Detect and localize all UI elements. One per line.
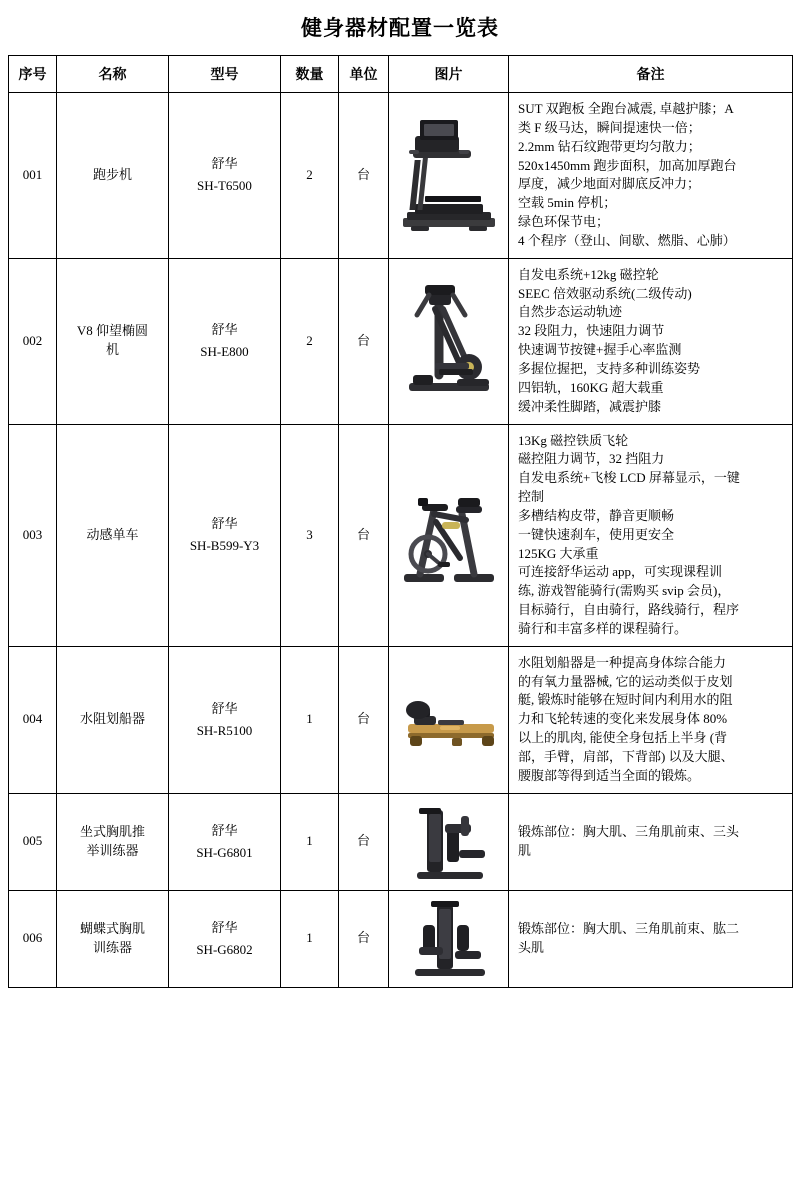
note-line: 缓冲柔性脚踏，减震护膝 (518, 398, 662, 414)
note-line: 32 段阻力，快速阻力调节 (518, 323, 665, 339)
cell-note (509, 93, 793, 259)
note-line: 腰腹部等得到适当全面的锻炼。 (518, 767, 701, 783)
model-code: SH-G6802 (196, 941, 253, 957)
cell-model (169, 424, 281, 646)
note-line: 2.2mm 钻石纹跑带更均匀散力； (518, 138, 701, 154)
table-header-row (9, 56, 793, 93)
column-header-image: 图片 (389, 56, 509, 93)
note-line: 锻炼部位：胸大肌、三角肌前束、肱二 (518, 920, 740, 936)
cell-unit: 台 (339, 93, 389, 259)
cell-note (509, 258, 793, 424)
note-line: 厚度，减少地面对脚底反冲力； (518, 176, 701, 192)
note-line: 力和飞轮转速的变化来发展身体 80% (518, 711, 728, 727)
cell-unit: 台 (339, 424, 389, 646)
model-brand: 舒华 (211, 516, 238, 532)
model-code: SH-T6500 (197, 178, 252, 194)
column-header-no: 序号 (9, 56, 57, 93)
water-rower-photo (391, 680, 506, 760)
column-header-qty: 数量 (281, 56, 339, 93)
table-row (9, 93, 793, 259)
cell-unit: 台 (339, 258, 389, 424)
name-line: 坐式胸肌推 (79, 823, 145, 839)
note-line: 多握位握把，支持多种训练姿势 (518, 360, 701, 376)
model-code: SH-E800 (200, 344, 249, 360)
note-line: 骑行和丰富多样的课程骑行。 (518, 620, 688, 636)
cell-image (389, 424, 509, 646)
cell-name (57, 890, 169, 987)
note-line: 520x1450mm 跑步面积，加高加厚跑台 (518, 157, 737, 173)
cell-image (389, 93, 509, 259)
cell-qty: 1 (281, 793, 339, 890)
cell-qty: 1 (281, 646, 339, 793)
table-row (9, 793, 793, 890)
cell-name (57, 646, 169, 793)
model-code: SH-R5100 (196, 722, 253, 738)
cell-image (389, 646, 509, 793)
note-line: 快速调节按键+握手心率监测 (518, 342, 682, 358)
name-line: 动感单车 (86, 526, 139, 542)
cell-image (389, 793, 509, 890)
cell-model (169, 93, 281, 259)
note-line: 磁控阻力调节，32 挡阻力 (518, 451, 665, 467)
name-line: 跑步机 (92, 166, 132, 182)
note-line: 水阻划船器是一种提高身体综合能力 (518, 654, 727, 670)
note-line: 肌 (518, 842, 532, 858)
note-line: 多槽结构皮带，静音更顺畅 (518, 507, 675, 523)
note-line: 自发电系统+飞梭 LCD 屏幕显示，一键 (518, 470, 740, 486)
note-line: SEEC 倍效驱动系统(二级传动) (518, 285, 692, 301)
note-line: 一键快速刹车，使用更安全 (518, 526, 675, 542)
cell-no: 006 (9, 890, 57, 987)
cell-qty: 1 (281, 890, 339, 987)
table-row (9, 424, 793, 646)
model-brand: 舒华 (211, 156, 238, 172)
model-code: SH-B599-Y3 (189, 538, 260, 554)
cell-name (57, 93, 169, 259)
name-line: 水阻划船器 (79, 711, 145, 727)
cell-note (509, 646, 793, 793)
name-line: 举训练器 (86, 842, 139, 858)
note-line: 自发电系统+12kg 磁控轮 (518, 266, 659, 282)
cell-no: 001 (9, 93, 57, 259)
column-header-name: 名称 (57, 56, 169, 93)
table-row (9, 890, 793, 987)
cell-image (389, 890, 509, 987)
cell-unit: 台 (339, 890, 389, 987)
chest-press-photo (391, 798, 506, 886)
treadmill-photo (391, 100, 506, 250)
note-line: 以上的肌肉, 能使全身包括上半身 (背 (518, 730, 728, 746)
page-title: 健身器材配置一览表 (301, 17, 499, 40)
cell-qty: 3 (281, 424, 339, 646)
column-header-unit: 单位 (339, 56, 389, 93)
column-header-model: 型号 (169, 56, 281, 93)
cell-note (509, 793, 793, 890)
cell-name (57, 424, 169, 646)
note-line: 4 个程序（登山、间歇、燃脂、心肺） (518, 232, 736, 248)
cell-no: 002 (9, 258, 57, 424)
model-brand: 舒华 (211, 700, 238, 716)
cell-model (169, 646, 281, 793)
note-line: 四铝轨，160KG 超大载重 (518, 379, 664, 395)
model-brand: 舒华 (211, 919, 238, 935)
note-line: 可连接舒华运动 app，可实现课程训 (518, 564, 723, 580)
note-line: 艇, 锻炼时能够在短时间内利用水的阻 (518, 692, 733, 708)
name-line: V8 仰望椭圆 (76, 323, 149, 339)
pec-deck-photo (391, 895, 506, 983)
note-line: SUT 双跑板 全跑台减震, 卓越护膝；A (518, 101, 734, 116)
cell-unit: 台 (339, 646, 389, 793)
cell-image (389, 258, 509, 424)
note-line: 自然步态运动轨迹 (518, 304, 623, 320)
column-header-note: 备注 (509, 56, 793, 93)
note-line: 空载 5min 停机； (518, 195, 617, 211)
cell-model (169, 890, 281, 987)
note-line: 头肌 (518, 939, 545, 955)
cell-name (57, 258, 169, 424)
note-line: 绿色环保节电； (518, 214, 610, 230)
cell-qty: 2 (281, 258, 339, 424)
cell-no: 003 (9, 424, 57, 646)
cell-note (509, 424, 793, 646)
cell-no: 005 (9, 793, 57, 890)
elliptical-photo (391, 271, 506, 411)
cell-model (169, 258, 281, 424)
model-brand: 舒华 (211, 822, 238, 838)
cell-note (509, 890, 793, 987)
model-brand: 舒华 (211, 322, 238, 338)
cell-model (169, 793, 281, 890)
note-line: 类 F 级马达，瞬间提速快一倍； (518, 119, 701, 135)
equipment-table (8, 55, 793, 988)
spin-bike-photo (391, 470, 506, 600)
note-line: 125KG 大承重 (518, 545, 599, 561)
note-line: 练, 游戏智能骑行(需购买 svip 会员)， (518, 583, 731, 599)
note-line: 13Kg 磁控铁质飞轮 (518, 432, 629, 448)
name-line: 训练器 (92, 939, 132, 955)
cell-unit: 台 (339, 793, 389, 890)
cell-qty: 2 (281, 93, 339, 259)
cell-no: 004 (9, 646, 57, 793)
note-line: 部，手臂，肩部，下背部) 以及大腿、 (518, 749, 734, 764)
note-line: 控制 (518, 489, 545, 505)
note-line: 锻炼部位：胸大肌、三角肌前束、三头 (518, 823, 740, 839)
model-code: SH-G6801 (196, 844, 253, 860)
name-line: 机 (105, 342, 119, 358)
cell-name (57, 793, 169, 890)
note-line: 的有氧力量器械, 它的运动类似于皮划 (518, 673, 733, 689)
name-line: 蝴蝶式胸肌 (79, 920, 145, 936)
table-row (9, 258, 793, 424)
table-row (9, 646, 793, 793)
note-line: 目标骑行，自由骑行，路线骑行，程序 (518, 602, 740, 618)
